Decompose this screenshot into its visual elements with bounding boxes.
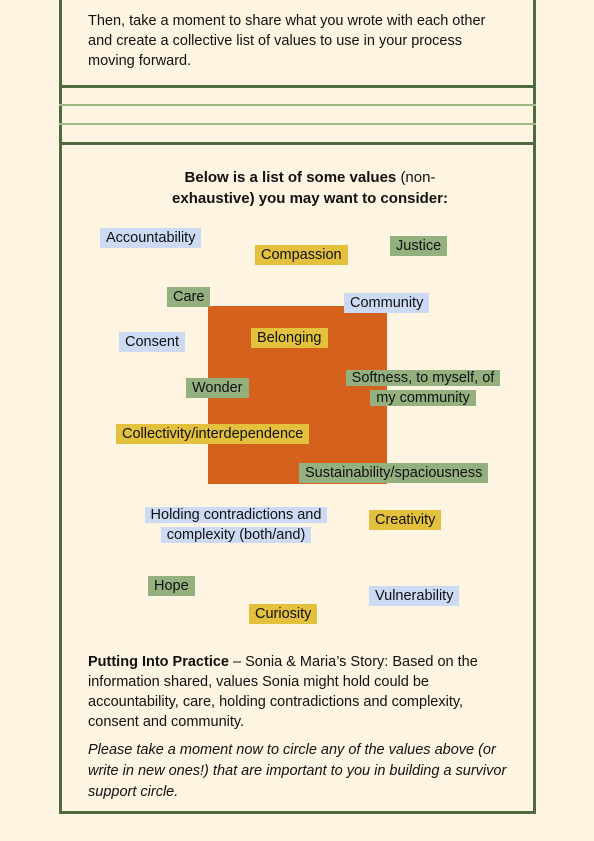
- frame-left-border: [59, 0, 62, 813]
- value-tag-community[interactable]: Community: [344, 293, 429, 313]
- value-tag-vulnerability[interactable]: Vulnerability: [369, 586, 459, 606]
- softness-line-2: my community: [370, 390, 475, 406]
- value-tag-creativity[interactable]: Creativity: [369, 510, 441, 530]
- divider-line: [59, 123, 536, 125]
- value-tag-curiosity[interactable]: Curiosity: [249, 604, 317, 624]
- value-tag-hope[interactable]: Hope: [148, 576, 195, 596]
- heading-bold: Below is a list of some values: [184, 169, 397, 186]
- value-tag-holding-contradictions[interactable]: [138, 505, 334, 545]
- value-tag-accountability[interactable]: Accountability: [100, 228, 201, 248]
- practice-body: – Sonia & Maria’s Story: Based on the information shared, values Sonia might hold could be accountability, care, holding contradictions and complexity, consent and community.: [88, 654, 478, 730]
- intro-text: Then, take a moment to share what you wrote with each other and create a collective list of values to use in your process moving forward.: [88, 13, 486, 69]
- value-tag-justice[interactable]: Justice: [390, 236, 447, 256]
- value-tag-softness[interactable]: [345, 368, 501, 408]
- divider-line: [59, 142, 536, 145]
- value-tag-sustainability[interactable]: Sustainability/spaciousness: [299, 463, 488, 483]
- practice-title: Putting Into Practice: [88, 654, 229, 670]
- holding-line-2: complexity (both/and): [161, 527, 312, 543]
- divider-line: [59, 104, 536, 106]
- closing-instruction: Please take a moment now to circle any of the values above (or write in new ones!) that are important to you in building a survivor support circle.: [88, 742, 507, 800]
- values-heading: [150, 167, 470, 209]
- holding-line-1: Holding contradictions and: [145, 507, 328, 523]
- value-tag-wonder[interactable]: Wonder: [186, 378, 249, 398]
- heading-light: (non-: [400, 169, 436, 186]
- value-tag-belonging[interactable]: Belonging: [251, 328, 328, 348]
- frame-right-border: [533, 0, 536, 813]
- divider-line: [59, 85, 536, 88]
- value-tag-care[interactable]: Care: [167, 287, 210, 307]
- frame-bottom-border: [59, 811, 536, 814]
- value-tag-collectivity[interactable]: Collectivity/interdependence: [116, 424, 309, 444]
- softness-line-1: Softness, to myself, of: [346, 370, 501, 386]
- heading-bold-end: exhaustive) you may want to consider:: [172, 190, 448, 207]
- practice-paragraph: [88, 652, 508, 732]
- value-tag-consent[interactable]: Consent: [119, 332, 185, 352]
- value-tag-compassion[interactable]: Compassion: [255, 245, 348, 265]
